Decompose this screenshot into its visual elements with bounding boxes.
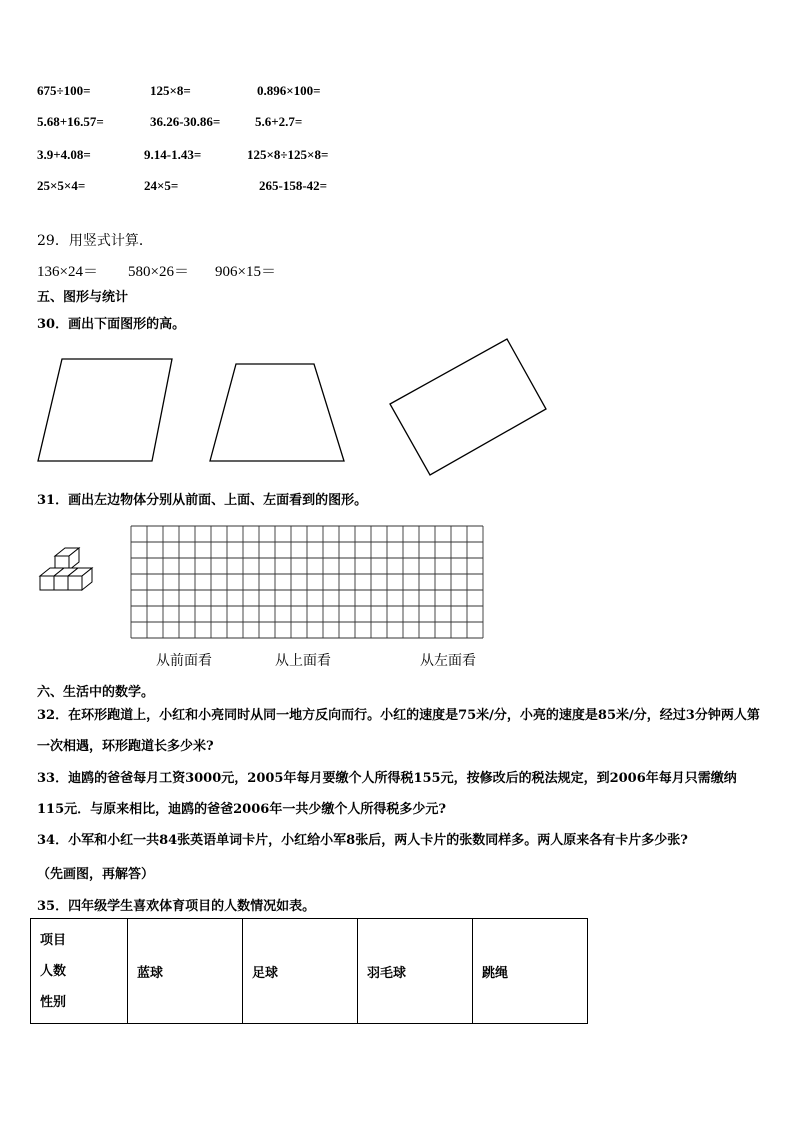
grid-caption-front: 从前面看 bbox=[156, 653, 212, 669]
grid-caption-left: 从左面看 bbox=[420, 653, 476, 669]
calc-item: 5.68+16.57= bbox=[37, 114, 104, 129]
calc-item: 125×8= bbox=[150, 83, 191, 98]
calc-item: 3.9+4.08= bbox=[37, 147, 91, 162]
vertical-calc-item: 136×24＝ bbox=[37, 264, 98, 280]
calc-item: 125×8÷125×8= bbox=[247, 147, 329, 162]
calc-item: 9.14-1.43= bbox=[144, 147, 202, 162]
question-35: 35．四年级学生喜欢体育项目的人数情况如表。 bbox=[37, 899, 316, 914]
question-32: 32．在环形跑道上，小红和小亮同时从同一地方反向而行。小红的速度是75米/分，小亮的速度是85米/分，经过3分钟两人第一次相遇，环形跑道长多少米? bbox=[37, 708, 760, 754]
grid-caption-top: 从上面看 bbox=[275, 653, 331, 669]
header-line: 性别 bbox=[40, 994, 67, 1010]
section-heading: 六、生活中的数学。 bbox=[37, 685, 155, 700]
table-column-header: 蓝球 bbox=[128, 919, 243, 1024]
table-row bbox=[31, 919, 588, 1024]
calc-item: 24×5= bbox=[144, 178, 179, 193]
calc-item: 265-158-42= bbox=[259, 178, 328, 193]
question-30: 30．画出下面图形的高。 bbox=[37, 317, 186, 332]
table-header-cell bbox=[31, 919, 128, 1024]
calc-item: 675÷100= bbox=[37, 83, 91, 98]
vertical-calc-item: 906×15＝ bbox=[215, 264, 276, 280]
table-column-header: 足球 bbox=[243, 919, 358, 1024]
question-33: 33．迪鸥的爸爸每月工资3000元，2005年每月要缴个人所得税155元，按修改后的税法规定，到2006年每月只需缴纳115元．与原来相比，迪鸥的爸爸2006年一共少缴个人所得税多少元? bbox=[37, 771, 737, 817]
question-29-title: 29．用竖式计算． bbox=[37, 233, 153, 249]
table-column-header: 跳绳 bbox=[473, 919, 588, 1024]
question-34-note: （先画图，再解答） bbox=[37, 867, 155, 882]
question-34: 34．小军和小红一共84张英语单词卡片，小红给小军8张后，两人卡片的张数同样多。两人原来各有卡片多少张? bbox=[37, 833, 688, 848]
calc-item: 25×5×4= bbox=[37, 178, 86, 193]
calc-item: 0.896×100= bbox=[257, 83, 321, 98]
section-heading: 五、图形与统计 bbox=[37, 290, 129, 305]
header-line: 项目 bbox=[40, 932, 67, 948]
calc-item: 5.6+2.7= bbox=[255, 114, 303, 129]
sports-table bbox=[30, 918, 588, 1024]
vertical-calc-item: 580×26＝ bbox=[128, 264, 189, 280]
header-line: 人数 bbox=[40, 963, 67, 979]
question-31: 31．画出左边物体分别从前面、上面、左面看到的图形。 bbox=[37, 493, 368, 508]
calc-item: 36.26-30.86= bbox=[150, 114, 221, 129]
table-column-header: 羽毛球 bbox=[358, 919, 473, 1024]
